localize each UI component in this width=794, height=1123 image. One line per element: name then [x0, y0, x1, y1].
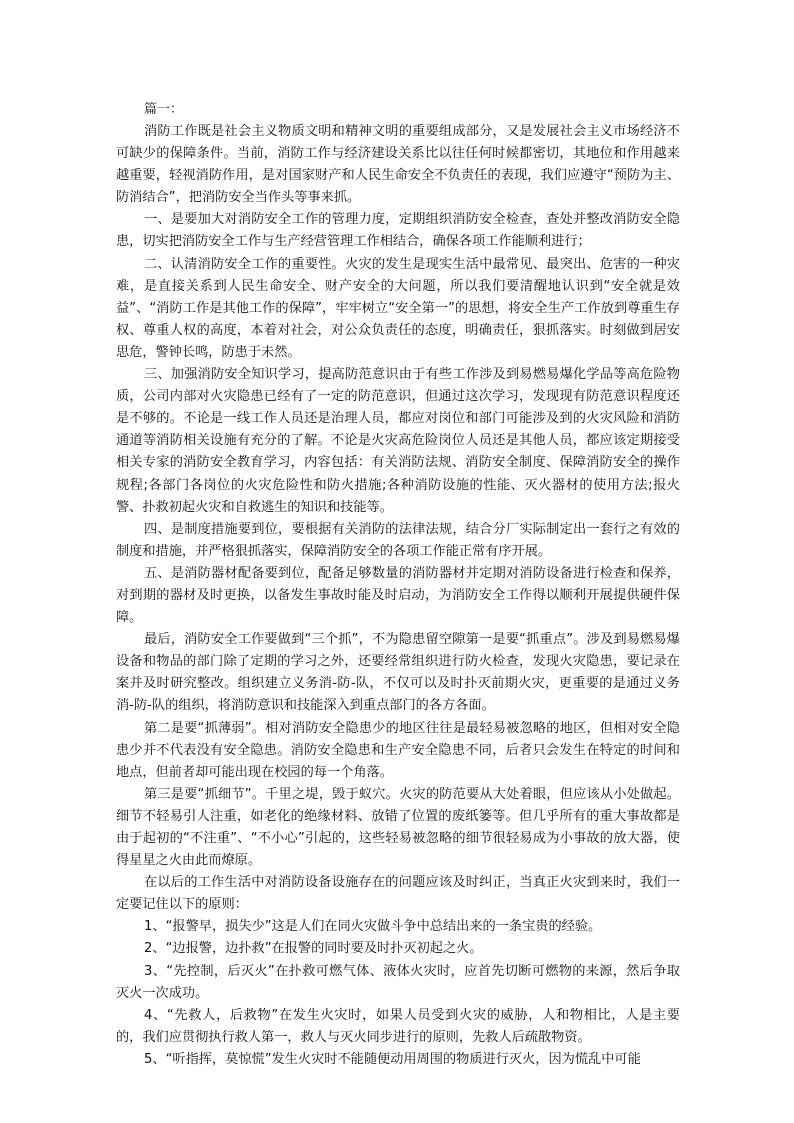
paragraph-third: 第三是要“抓细节”。千里之堤，毁于蚁穴。火灾的防范要从大处着眼，但应该从小处做起。细节不轻易引人注重，如老化的绝缘材料、放错了位置的废纸篓等。但几乎所有的重大事故都是由于起初的“不注重”、“不小心”引起的，这些轻易被忽略的细节很轻易成为小事故的放大器，使得星星之火由此而燎原。 [116, 786, 680, 869]
paragraph-second: 第二是要“抓薄弱”。相对消防安全隐患少的地区往往是最轻易被忽略的地区，但相对安全隐患少并不代表没有安全隐患。消防安全隐患和生产安全隐患不同，后者只会发生在特定的时间和地点，但前者却可能出现在校园的每一个角落。 [116, 720, 680, 780]
principle-item-2: 2、“边报警，边扑救”在报警的同时要及时扑灭初起之火。 [144, 941, 483, 957]
paragraph-point-5: 五、是消防器材配备要到位，配备足够数量的消防器材并定期对消防设备进行检查和保养，对到期的器材及时更换，以备发生事故时能及时启动，为消防安全工作得以顺利开展提供硬件保障。 [116, 565, 680, 626]
principle-item-1: 1、“报警早，损失少”这是人们在同火灾做斗争中总结出来的一条宝贵的经验。 [144, 919, 602, 935]
principle-item-3: 3、“先控制，后灭火”在扑救可燃气体、液体火灾时，应首先切断可燃物的来源，然后争取灭火一次成功。 [116, 963, 680, 1001]
principle-item-4: 4、“先救人，后救物”在发生火灾时，如果人员受到火灾的威胁，人和物相比，人是主要的，我们应贯彻执行救人第一，救人与灭火同步进行的原则，先救人后疏散物资。 [116, 1007, 680, 1045]
paragraph-point-2: 二、认清消防安全工作的重要性。火灾的发生是现实生活中最常见、最突出、危害的一种灾难，是直接关系到人民生命安全、财产安全的大问题，所以我们要清醒地认识到“安全就是效益”、“消防工作是其他工作的保障”，牢牢树立“安全第一”的思想，将安全生产工作放到尊重生存权、尊重人权的高度，本着对社会，对公众负责任的态度，明确责任，狠抓落实。时刻做到居安思危，警钟长鸣，防患于未然。 [116, 256, 680, 360]
paragraph-point-3: 三、加强消防安全知识学习，提高防范意识由于有些工作涉及到易燃易爆化学品等高危险物质，公司内部对火灾隐患已经有了一定的防范意识，但通过这次学习，发现现有防范意识程度还是不够的。不论是一线工作人员还是治理人员，都应对岗位和部门可能涉及到的火灾风险和消防通道等消防相关设施有充分的了解。不论是火灾高危险岗位人员还是其他人员，都应该定期接受相关专家的消防安全教育学习，内容包括：有关消防法规、消防安全制度、保障消防安全的操作规程;各部门各岗位的火灾危险性和防火措施;各种消防设施的性能、灭火器材的使用方法;报火警、扑救初起火灾和自救逃生的知识和技能等。 [116, 367, 680, 515]
principle-item-5: 5、“听指挥，莫惊慌”发生火灾时不能随便动用周围的物质进行灭火，因为慌乱中可能 [144, 1051, 641, 1067]
paragraph-finally: 最后，消防安全工作要做到“三个抓”，不为隐患留空隙第一是要“抓重点”。涉及到易燃易爆设备和物品的部门除了定期的学习之外，还要经常组织进行防火检查，发现火灾隐患，要记录在案并及时研究整改。组织建立义务消-防-队，不仅可以及时扑灭前期火灾，更重要的是通过义务消-防-队的组织，将消防意识和技能深入到重点部门的各方各面。 [116, 632, 680, 714]
paragraph-principles-intro: 在以后的工作生活中对消防设备设施存在的问题应该及时纠正，当真正火灾到来时，我们一定要记住以下的原则： [116, 875, 680, 913]
document-page [116, 98, 680, 1071]
document-heading: 篇一： [144, 102, 184, 117]
paragraph-point-1: 一、是要加大对消防安全工作的管理力度，定期组织消防安全检查，查处并整改消防安全隐患，切实把消防安全工作与生产经营管理工作相结合，确保各项工作能顺利进行； [116, 212, 680, 250]
paragraph-intro: 消防工作既是社会主义物质文明和精神文明的重要组成部分，又是发展社会主义市场经济不可缺少的保障条件。当前，消防工作与经济建设关系比以往任何时候都密切，其地位和作用越来越重要，轻视消防作用，是对国家财产和人民生命安全不负责任的表现，我们应遵守“预防为主、防消结合”，把消防安全当作头等事来抓。 [116, 124, 680, 206]
paragraph-point-4: 四、是制度措施要到位，要根据有关消防的法律法规，结合分厂实际制定出一套行之有效的制度和措施，并严格狠抓落实，保障消防安全的各项工作能正常有序开展。 [116, 521, 680, 559]
